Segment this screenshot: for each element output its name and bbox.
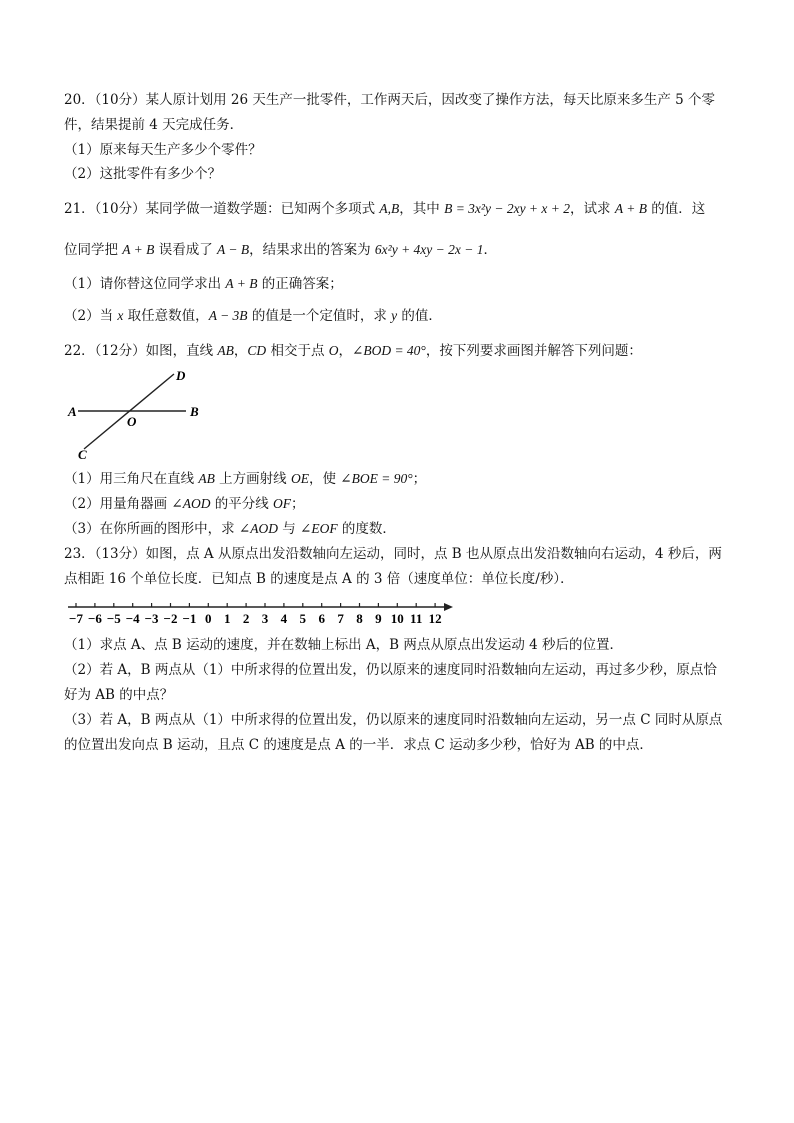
q23-stem-line1: 23．（13分）如图，点 A 从原点出发沿数轴向左运动，同时，点 B 也从原点出发沿数轴向右运动，4 秒后，两 bbox=[64, 546, 722, 562]
label-d: D bbox=[176, 368, 186, 383]
number-line-tick-label: −7 bbox=[69, 611, 83, 626]
number-line-tick-label: 8 bbox=[356, 611, 363, 626]
q21-part2: （2）当 x 取任意数值，A − 3B 的值是一个定值时，求 y 的值． bbox=[64, 308, 442, 324]
q22-part2: （2）用量角器画 ∠AOD 的平分线 OF； bbox=[64, 496, 305, 512]
q22-intersecting-lines-figure bbox=[62, 364, 212, 464]
q22-stem: 22．（12分）如图，直线 AB，CD 相交于点 O，∠BOD = 40°，按下列要求画图并解答下列问题： bbox=[64, 343, 642, 359]
label-b: B bbox=[190, 404, 199, 419]
number-line-tick-label: −6 bbox=[87, 611, 102, 626]
number-line-tick-label: 12 bbox=[428, 611, 442, 626]
q20-stem-line2: 件，结果提前 4 天完成任务． bbox=[64, 117, 244, 133]
q23-number-line bbox=[64, 597, 460, 629]
number-line-tick-label: 11 bbox=[410, 611, 423, 626]
number-line-tick-label: 4 bbox=[280, 611, 288, 626]
q23-part2-line1: （2）若 A，B 两点从（1）中所求得的位置出发，仍以原来的速度同时沿数轴向左运动，再过多少秒，原点恰 bbox=[64, 662, 717, 678]
number-line-tick-label: 10 bbox=[390, 611, 404, 626]
q20-part1: （1）原来每天生产多少个零件？ bbox=[64, 142, 262, 158]
number-line-tick-label: 3 bbox=[261, 611, 269, 626]
q21-stem-line1: 21．（10分）某同学做一道数学题：已知两个多项式 A,B，其中 B = 3x²y − 2xy + x + 2，试求 A + B 的值．这 bbox=[64, 201, 706, 217]
number-line-tick-label: −2 bbox=[163, 611, 178, 626]
q23-stem-line2: 点相距 16 个单位长度．已知点 B 的速度是点 A 的 3 倍（速度单位：单位长度/秒）． bbox=[64, 571, 574, 587]
number-line-tick-label: 5 bbox=[299, 611, 307, 626]
q22-part1: （1）用三角尺在直线 AB 上方画射线 OE，使 ∠BOE = 90°； bbox=[64, 471, 427, 487]
number-line-tick-label: −3 bbox=[144, 611, 159, 626]
q23-part1: （1）求点 A、点 B 运动的速度，并在数轴上标出 A，B 两点从原点出发运动 4 秒后的位置． bbox=[64, 637, 624, 653]
q20-stem-line1: 20．（10分）某人原计划用 26 天生产一批零件，工作两天后，因改变了操作方法，每天比原来多生产 5 个零 bbox=[64, 92, 716, 108]
q21-stem-line2: 位同学把 A + B 误看成了 A − B，结果求出的答案为 6x²y + 4xy − 2x − 1． bbox=[64, 242, 497, 258]
number-line-tick-label: 7 bbox=[337, 611, 344, 626]
label-a: A bbox=[68, 404, 77, 419]
number-line-tick-label: −5 bbox=[106, 611, 121, 626]
number-line-tick-label: 0 bbox=[205, 611, 212, 626]
q22-part3: （3）在你所画的图形中，求 ∠AOD 与 ∠EOF 的度数． bbox=[64, 521, 396, 537]
number-line-tick-label: 9 bbox=[375, 611, 382, 626]
number-line-tick-label: −4 bbox=[125, 611, 140, 626]
q23-part3-line1: （3）若 A，B 两点从（1）中所求得的位置出发，仍以原来的速度同时沿数轴向左运动，另一点 C 同时从原点 bbox=[64, 712, 723, 728]
q21-part1: （1）请你替这位同学求出 A + B 的正确答案； bbox=[64, 276, 343, 292]
number-line-tick-label: −1 bbox=[182, 611, 197, 626]
number-line-arrow-icon bbox=[444, 603, 453, 611]
number-line-tick-label: 2 bbox=[242, 611, 250, 626]
q20-part2: （2）这批零件有多少个？ bbox=[64, 166, 222, 182]
q23-part3-line2: 的位置出发向点 B 运动，且点 C 的速度是点 A 的一半．求点 C 运动多少秒，恰好为 AB 的中点． bbox=[64, 737, 653, 753]
label-c: C bbox=[78, 447, 87, 462]
q23-part2-line2: 好为 AB 的中点？ bbox=[64, 687, 174, 703]
label-o: O bbox=[127, 414, 137, 429]
number-line-tick-label: 1 bbox=[223, 611, 231, 626]
number-line-tick-label: 6 bbox=[318, 611, 325, 626]
